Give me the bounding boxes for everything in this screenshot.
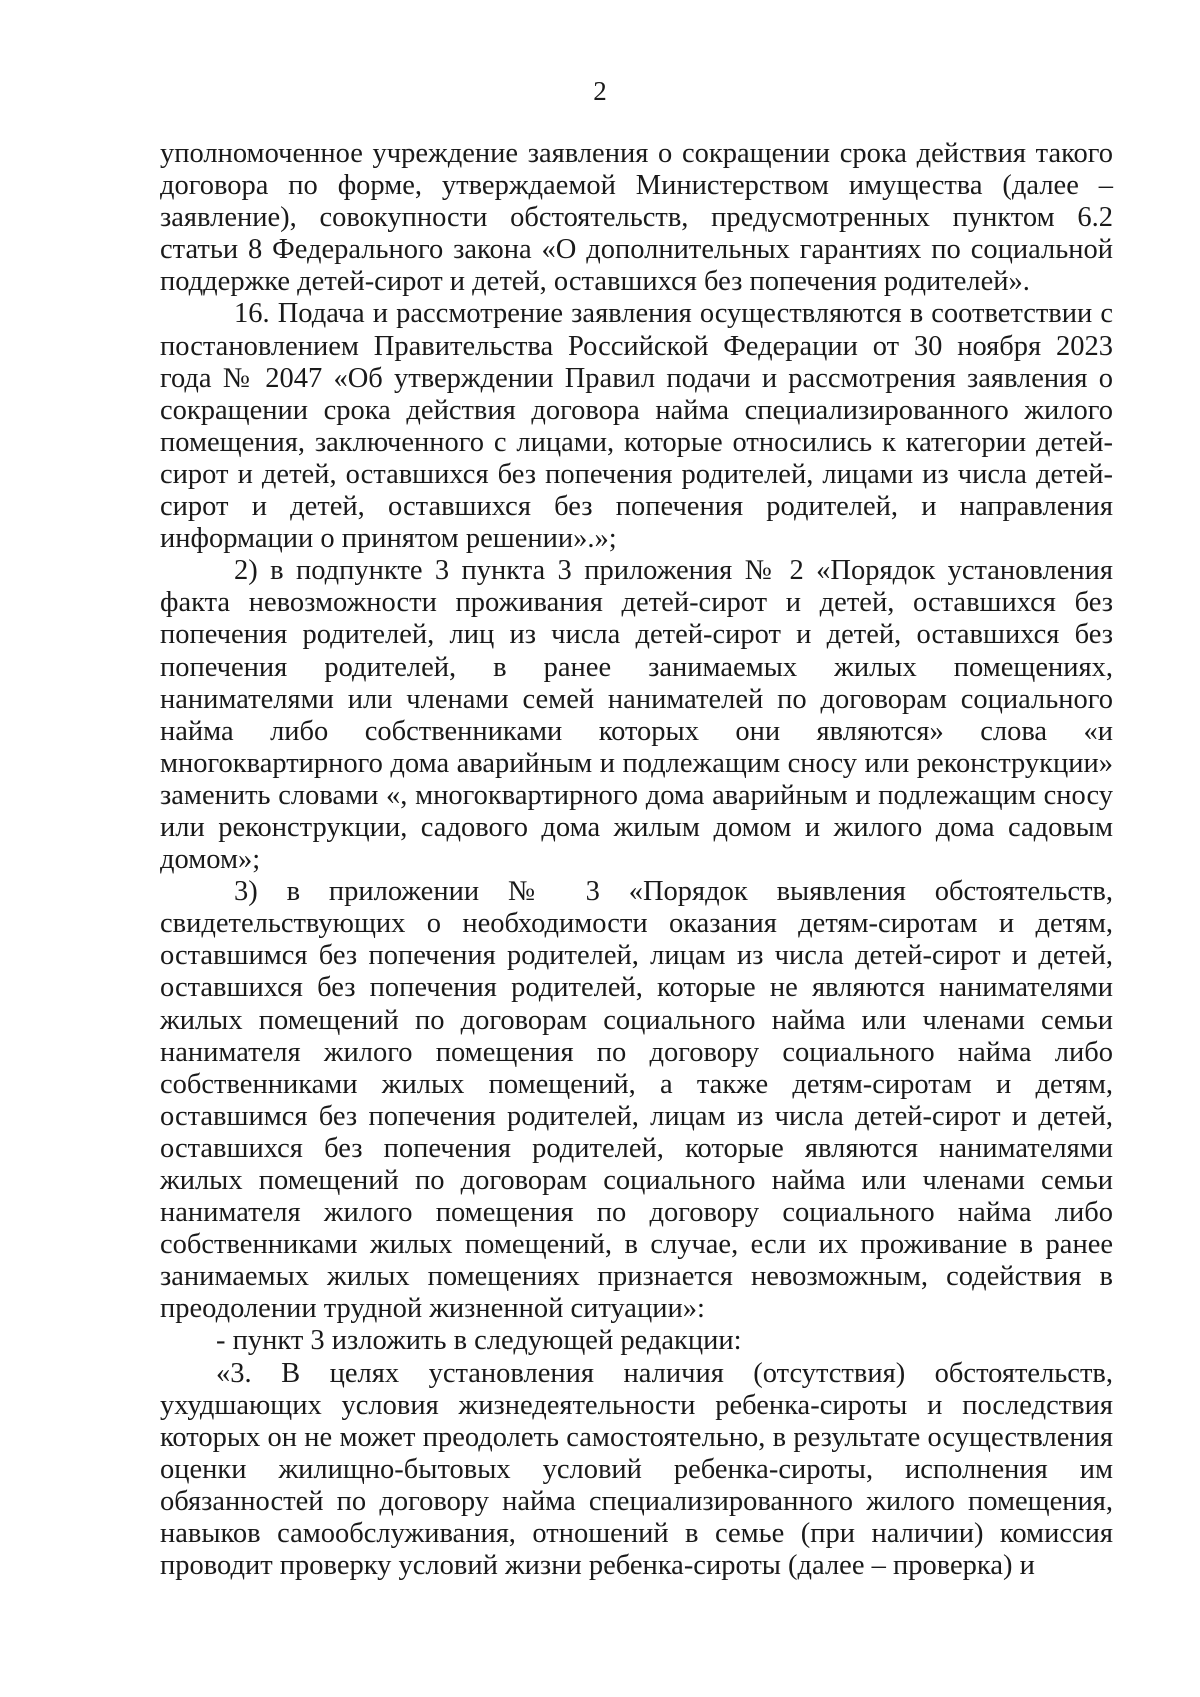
paragraph-item-16: 16. Подача и рассмотрение заявления осуществляются в соответствии с постановлением Правительства Российской Федерации от 30 ноября 2023 года № 2047 «Об утверждении Правил подачи и рассмотрения заявления о сокращении срока действия договора найма специализированного жилого помещения, заключенного с лицами, которые относились к категории детей-сирот и детей, оставшихся без попечения родителей, лицами из числа детей-сирот и детей, оставшихся без попечения родителей, и направления информации о принятом решении».»;	[160, 298, 1113, 555]
paragraph-quoted-item-3: «3. В целях установления наличия (отсутствия) обстоятельств, ухудшающих условия жизнедеятельности ребенка-сироты и последствия которых он не может преодолеть самостоятельно, в результате осуществления оценки жилищно-бытовых условий ребенка-сироты, исполнения им обязанностей по договору найма специализированного жилого помещения, навыков самообслуживания, отношений в семье (при наличии) комиссия проводит проверку условий жизни ребенка-сироты (далее – проверка) и	[160, 1357, 1113, 1582]
document-body	[160, 138, 1113, 1582]
page-number: 2	[593, 76, 607, 106]
paragraph-dash-item: - пункт 3 изложить в следующей редакции:	[216, 1325, 742, 1357]
paragraph-item-2: 2) в подпункте 3 пункта 3 приложения № 2 «Порядок установления факта невозможности проживания детей-сирот и детей, оставшихся без попечения родителей, лиц из числа детей-сирот и детей, оставшихся без попечения родителей, в ранее занимаемых жилых помещениях, нанимателями или членами семей нанимателей по договорам социального найма либо собственниками которых они являются» слова «и многоквартирного дома аварийным и подлежащим сносу или реконструкции» заменить словами «, многоквартирного дома аварийным и подлежащим сносу или реконструкции, садового дома жилым домом и жилого дома садовым домом»;	[160, 555, 1113, 876]
paragraph-item-3: 3) в приложении № 3 «Порядок выявления обстоятельств, свидетельствующих о необходимости оказания детям-сиротам и детям, оставшимся без попечения родителей, лицам из числа детей-сирот и детей, оставшихся без попечения родителей, которые не являются нанимателями жилых помещений по договорам социального найма или членами семьи нанимателя жилого помещения по договору социального найма либо собственниками жилых помещений, а также детям-сиротам и детям, оставшимся без попечения родителей, лицам из числа детей-сирот и детей, оставшихся без попечения родителей, которые являются нанимателями жилых помещений по договорам социального найма или членами семьи нанимателя жилого помещения по договору социального найма либо собственниками жилых помещений, в случае, если их проживание в ранее занимаемых жилых помещениях признается невозможным, содействия в преодолении трудной жизненной ситуации»:	[160, 876, 1113, 1325]
paragraph-continuation: уполномоченное учреждение заявления о сокращении срока действия такого договора по форме, утверждаемой Министерством имущества (далее – заявление), совокупности обстоятельств, предусмотренных пунктом 6.2 статьи 8 Федерального закона «О дополнительных гарантиях по социальной поддержке детей-сирот и детей, оставшихся без попечения родителей».	[160, 138, 1113, 298]
